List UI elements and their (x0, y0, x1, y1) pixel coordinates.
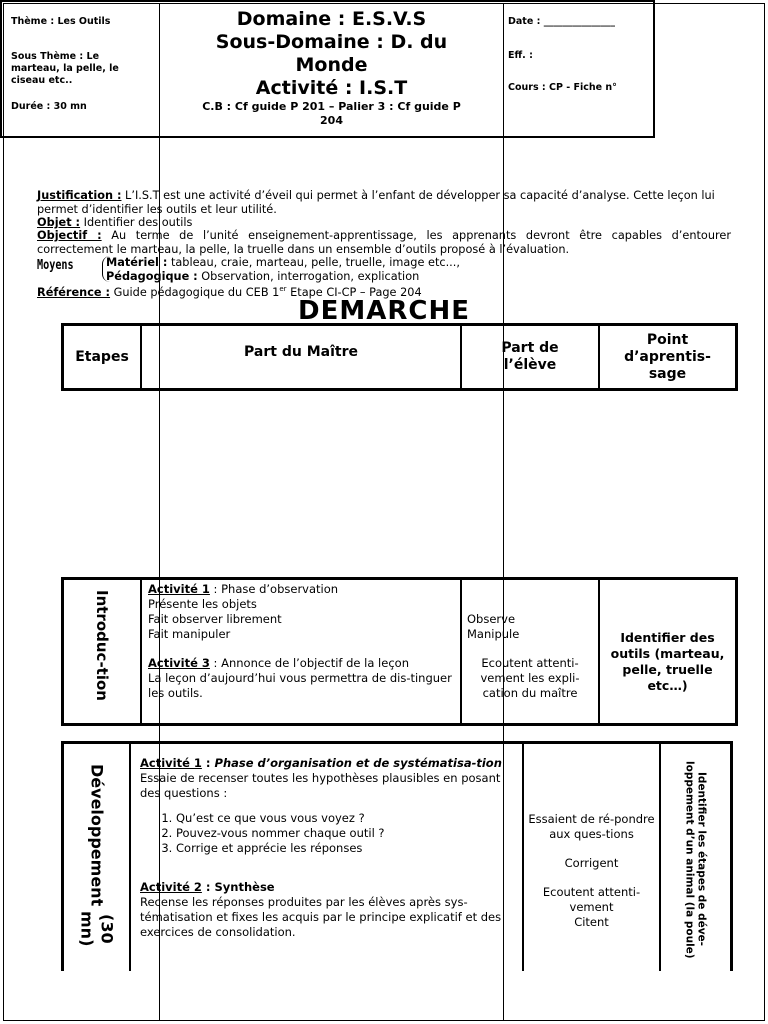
duree: Durée : 30 mn (11, 101, 87, 112)
header-etapes: Etapes (64, 326, 142, 388)
objectif (37, 229, 731, 256)
justification (37, 189, 731, 216)
dev-point-label: Identifier les étapes de déve-loppement d’un animal (la poule) (683, 760, 708, 959)
objet-label: Objet : (37, 216, 81, 229)
dev-act2-body: Recense les réponses produites par les élèves après sys-tématisation et fixes les acquis par le principe explicatif et des exercices de consolidation. (140, 895, 502, 939)
intro-activity-1 (148, 582, 454, 597)
dev-question: 2. Pouvez-vous nommer chaque outil ? (176, 826, 514, 841)
header-maitre: Part du Maître (142, 326, 462, 388)
dev-act1-body: Essaie de recenser toutes les hypothèses plausibles en posant des questions : (140, 771, 501, 800)
dev-activity-1: Activité 1 : Phase d’organisation et de systématisa-tion (140, 756, 502, 770)
dev-act2-text: : Synthèse (201, 880, 275, 894)
header-eleve: Part de l’élève (462, 326, 600, 388)
objet-text: Identifier des outils (80, 216, 193, 229)
development-row (61, 741, 733, 971)
header-box (0, 0, 655, 138)
intro-step-cell (64, 580, 142, 723)
intro-line: Fait manipuler (148, 627, 231, 641)
reference-text-b: Etape CI-CP – Page 204 (286, 285, 422, 299)
intro-line: Présente les objets (148, 597, 257, 611)
reference-label: Référence : (37, 285, 111, 299)
dev-act1-label: Activité 1 (140, 756, 202, 770)
dev-eleve-citent: Citent (574, 915, 609, 929)
intro-point-cell: Identifier des outils (marteau, pelle, truelle etc…) (610, 629, 725, 693)
date-field: Date : _______________ (508, 16, 615, 27)
intro-act1-text: : Phase d’observation (209, 582, 339, 596)
dev-eleve-cell (524, 744, 661, 971)
demarche-title: DEMARCHE (298, 296, 470, 326)
intro-step-label: Introduc-tion (93, 590, 111, 701)
moyens-label: Moyens (37, 258, 74, 273)
dev-step-cell (64, 744, 131, 971)
intro-line: Fait observer librement (148, 612, 282, 626)
domaine: Domaine : E.S.V.S (236, 8, 427, 30)
intro-act1-label: Activité 1 (148, 582, 210, 596)
dev-question: 3. Corrige et apprécie les réponses (176, 841, 514, 856)
justification-label: Justification : (37, 189, 122, 202)
materiel-label: Matériel : (106, 256, 168, 269)
intro-eleve-ecoutent: Ecoutent attenti-vement les expli-cation du maître (480, 656, 580, 700)
theme: Thème : Les Outils (11, 16, 111, 27)
intro-act3-label: Activité 3 (148, 656, 210, 670)
dev-act2-label: Activité 2 (140, 880, 202, 894)
dev-point-cell (661, 744, 730, 971)
reference-sup: er (279, 285, 287, 293)
pedagogique-text: Observation, interrogation, explication (197, 270, 420, 283)
dev-step-label (64, 764, 129, 951)
dev-questions-list (140, 811, 514, 856)
dev-question: 1. Qu’est ce que vous vous voyez ? (176, 811, 514, 826)
dev-eleve-corrigent: Corrigent (564, 856, 619, 870)
justification-text: L’I.S.T est une activité d’éveil qui permet à l’enfant de développer sa capacité d’analyse. Cette leçon lui permet d’identifier les outils et leur utilité. (37, 189, 715, 216)
cb-reference: C.B : Cf guide P 201 – Palier 3 : Cf guide P 204 (202, 100, 461, 127)
reference-text-a: Guide pédagogique du CEB 1 (110, 285, 280, 299)
intro-act3-text: : Annonce de l’objectif de la leçon (209, 656, 409, 670)
dev-maitre-cell (131, 744, 524, 971)
dev-eleve-ecoutent: Ecoutent attenti-vement (542, 885, 641, 914)
sous-domaine: Sous-Domaine : D. du Monde (215, 31, 448, 76)
pedagogique-label: Pédagogique : (106, 270, 198, 283)
materiel (106, 256, 706, 270)
objet (37, 216, 731, 230)
intro-act3-body: La leçon d’aujourd’hui vous permettra de dis-tinguer les outils. (148, 671, 452, 700)
objectif-label: Objectif : (37, 229, 102, 242)
dev-eleve-essaient: Essaient de ré-pondre aux ques-tions (528, 812, 655, 841)
cours-field: Cours : CP - Fiche n° (508, 82, 617, 93)
table-header (61, 323, 738, 391)
intro-eleve-cell (462, 580, 600, 723)
dev-step-title: Développement (87, 764, 107, 907)
pedagogique (106, 270, 706, 284)
intro-eleve-observe: Observe (467, 612, 516, 626)
dev-step-duration: (30 mn) (77, 910, 117, 947)
intro-eleve-manipule: Manipule (467, 627, 520, 641)
intro-activity-3 (148, 656, 454, 671)
dev-activity-2 (140, 880, 514, 895)
intro-maitre-cell (142, 580, 462, 723)
sous-theme: Sous Thème : Le marteau, la pelle, le ciseau etc.. (11, 51, 119, 86)
objectif-text: Au terme de l’unité enseignement-apprentissage, les apprenants devront être capables d’entourer correctement le marteau, la pelle, la truelle dans un ensemble d’outils proposé à l’évaluation. (37, 229, 731, 256)
header-point: Point d’aprentis-sage (624, 331, 711, 382)
eff-field: Eff. : (508, 50, 533, 61)
materiel-text: tableau, craie, marteau, pelle, truelle, image etc..., (167, 256, 460, 269)
introduction-row (61, 577, 738, 726)
activite: Activité : I.S.T (255, 77, 408, 99)
dev-act1-text: Phase d’organisation et de systématisa-tion (214, 756, 502, 770)
